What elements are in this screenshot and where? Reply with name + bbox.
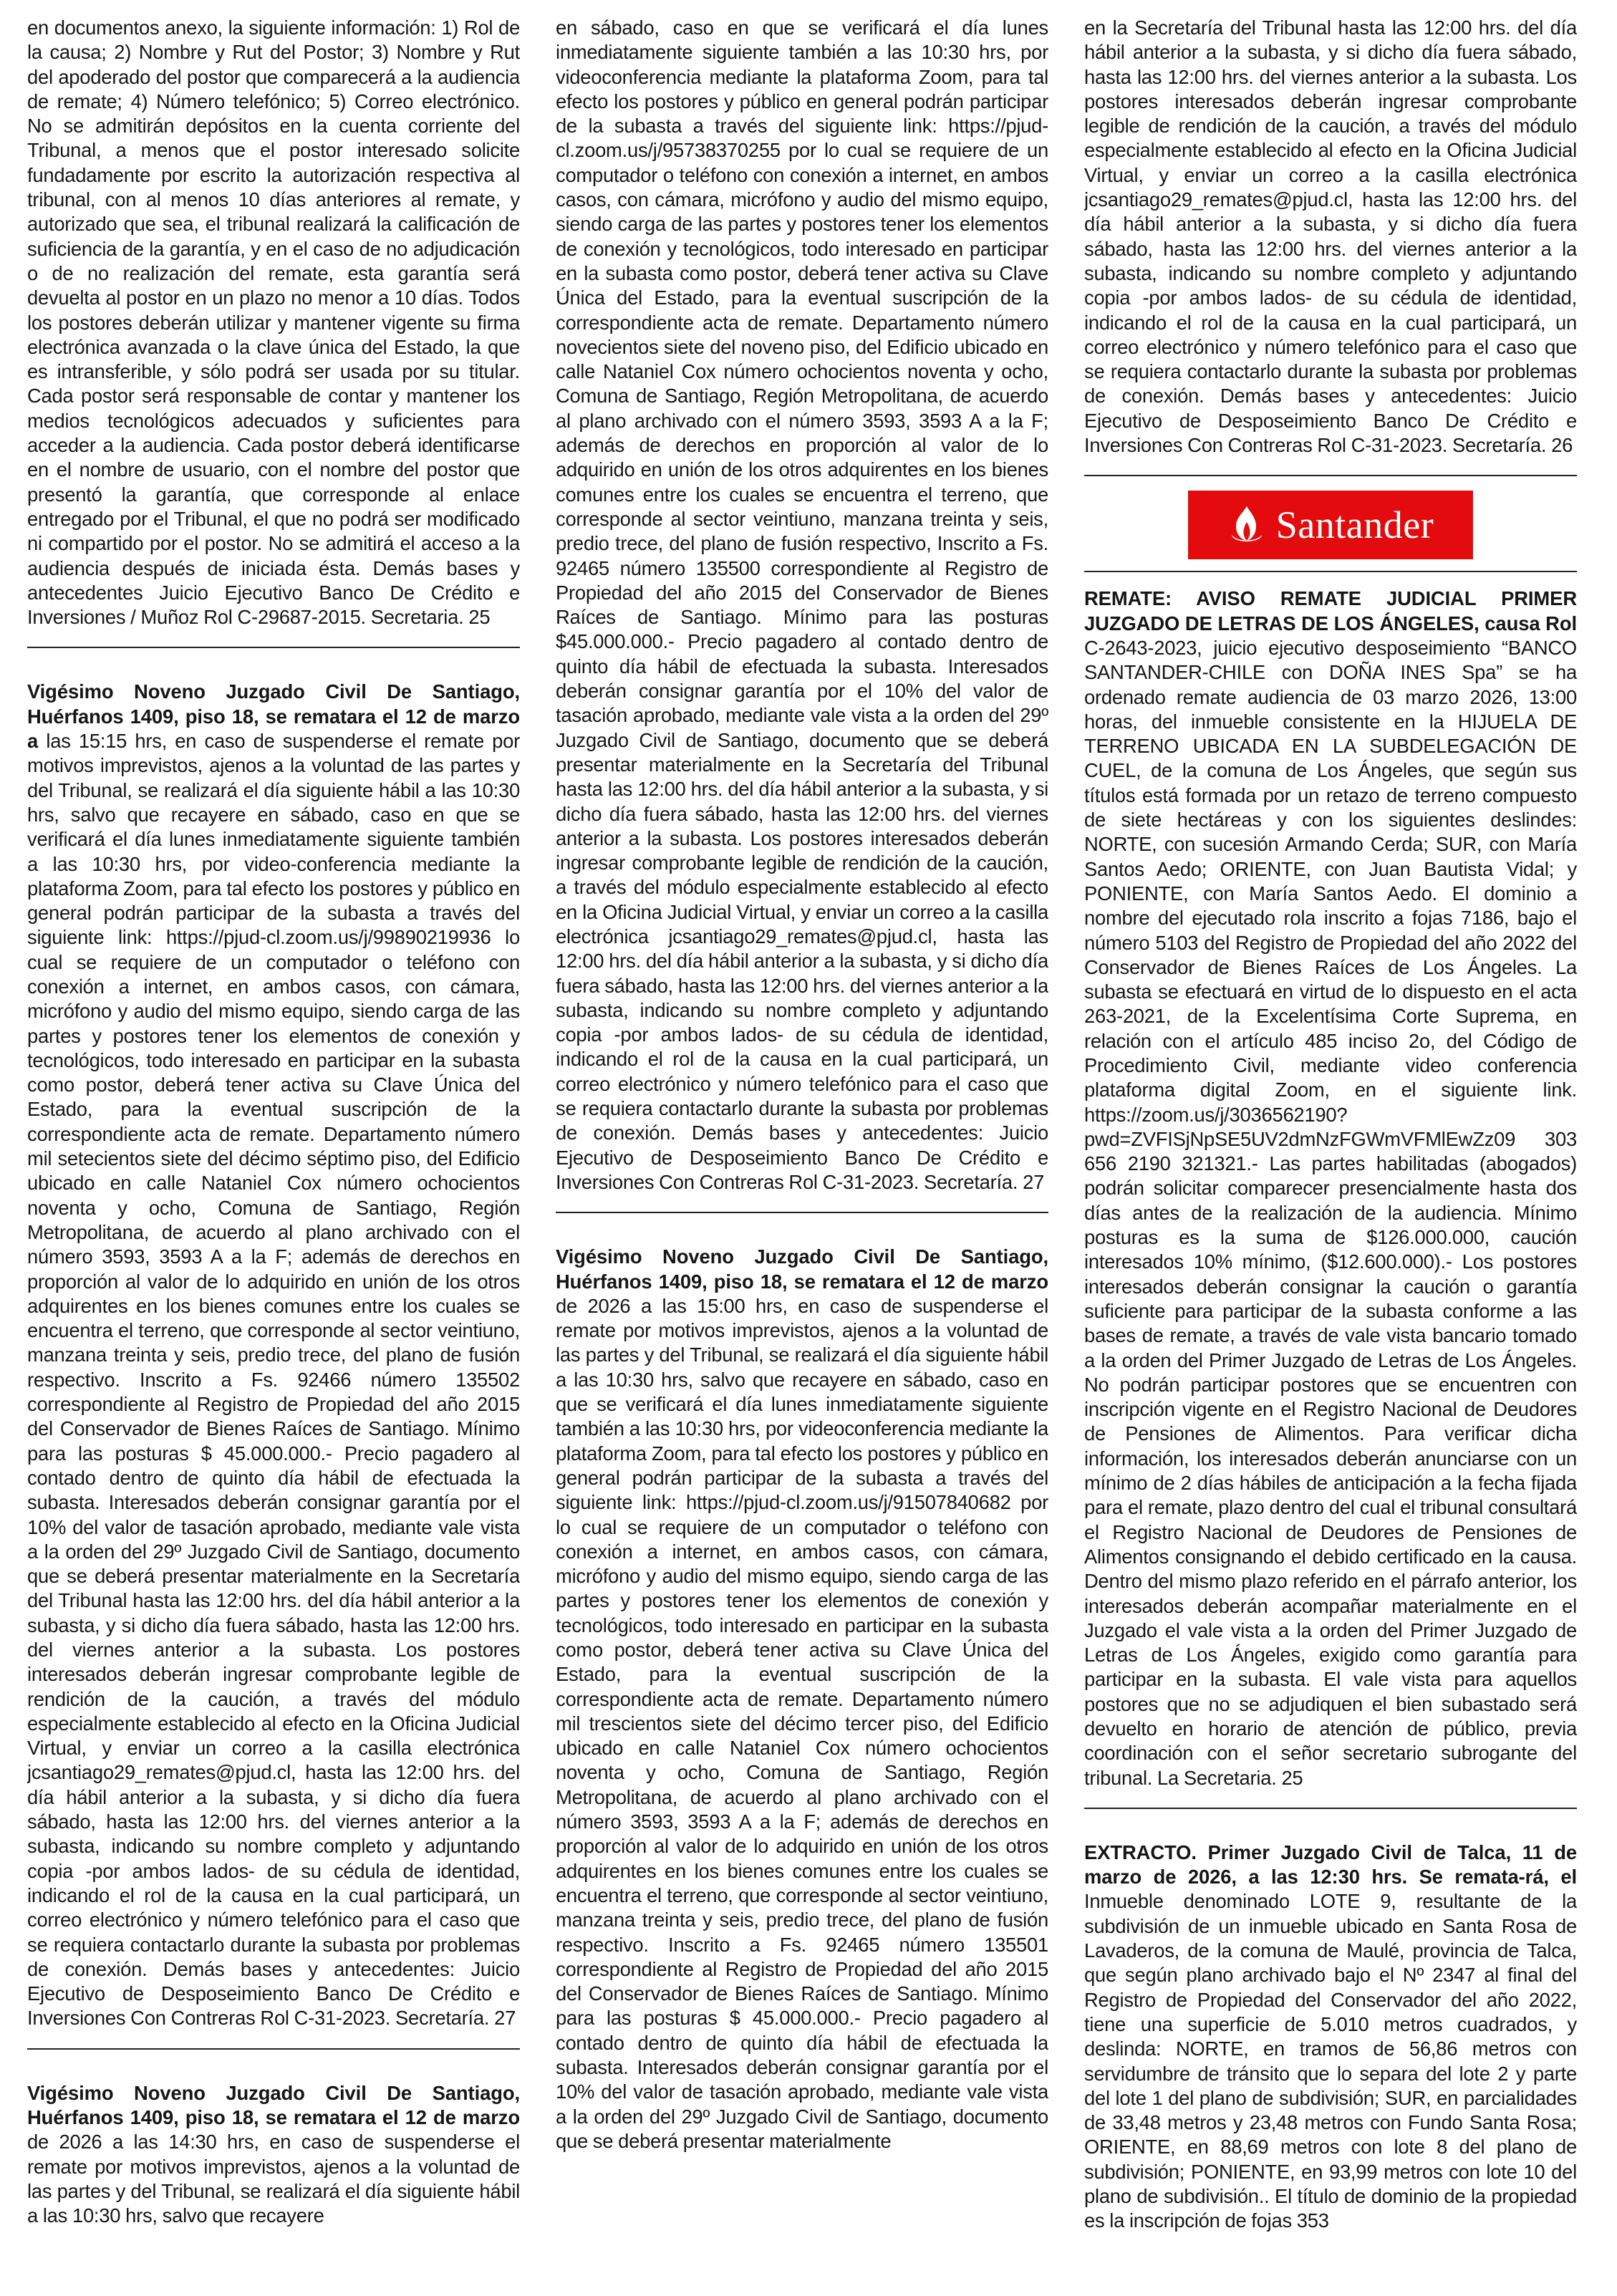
notice: [27, 2081, 520, 2237]
divider: [1084, 571, 1577, 572]
notice-continued-text: en la Secretaría del Tribunal hasta las 12:00 hrs. del día hábil anterior a la subasta, y si dicho día fuera sábado, hasta las 12:00 hrs. del viernes anterior a la subasta. Los postores interesados deberán ingresar comprobante legible de rendición de la caución, a través del módulo especialmente establecido al efecto en la Oficina Judicial Virtual, y enviar un correo a la casilla electrónica jcsantiago29_remates@pjud.cl, hasta las 12:00 hrs. del día hábil anterior a la subasta, y si dicho día fuera sábado, hasta las 12:00 hrs. del viernes anterior a la subasta, indicando su nombre completo y adjuntando copia -por ambos lados- de su cédula de identidad, indicando el rol de la causa en la cual participará, un correo electrónico y número telefónico para el caso que se requiera contactarlo durante la subasta por problemas de conexión. Demás bases y antecedentes: Juicio Ejecutivo de Desposeimiento Banco De Crédito e Inversiones Con Contreras Rol C-31-2023. Secretaría. 26: [1084, 16, 1577, 457]
column-1: [27, 16, 520, 2290]
column-3: [1084, 16, 1577, 2290]
flame-icon: [1227, 503, 1266, 546]
notice-heading: REMATE: AVISO REMATE JUDICIAL PRIMER JUZGADO DE LETRAS DE LOS ÁNGELES, causa Rol: [1084, 587, 1577, 635]
notice-body: las 15:15 hrs, en caso de suspenderse el remate por motivos imprevistos, ajenos a la voluntad de las partes y del Tribunal, se realizará el día siguiente hábil a las 10:30 hrs, salvo que recayere en sábado, caso en que se verificará el día lunes inmediatamente siguiente también a las 10:30 hrs, por video-conferencia mediante la plataforma Zoom, para tal efecto los postores y público en general podrán participar de la subasta a través del siguiente link: https://pjud-cl.zoom.us/j/99890219936 lo cual se requiere de un computador o teléfono con conexión a internet, en ambos casos, con cámara, micrófono y audio del mismo equipo, siendo carga de las partes y postores tener los elementos de conexión y tecnológicos, todo interesado en participar en la subasta como postor, deberá tener activa su Clave Única del Estado, para la eventual suscripción de la correspondiente acta de remate. Departamento número mil setecientos siete del décimo séptimo piso, del Edificio ubicado en calle Nataniel Cox número ochocientos noventa y ocho, Comuna de Santiago, Región Metropolitana, de acuerdo al plano archivado con el número 3593, 3593 A a la F; además de derechos en proporción al valor de lo adquirido en unión de los otros adquirentes en los bienes comunes entre los cuales se encuentra el terreno, que corresponde al sector veintiuno, manzana treinta y seis, predio trece, del plano de fusión respectivo. Inscrito a Fs. 92466 número 135502 correspondiente al Registro de Propiedad del año 2015 del Conservador de Bienes Raíces de Santiago. Mínimo para las posturas $ 45.000.000.- Precio pagadero al contado dentro de quinto día hábil de efectuada la subasta. Interesados deberán consignar garantía por el 10% del valor de tasación aprobado, mediante vale vista a la orden del 29º Juzgado Civil de Santiago, documento que se deberá presentar materialmente en la Secretaría del Tribunal hasta las 12:00 hrs. del día hábil anterior a la subasta, y si dicho día fuera sábado, hasta las 12:00 hrs. del viernes anterior a la subasta. Los postores interesados deberán ingresar comprobante legible de rendición de la caución, a través del módulo especialmente establecido al efecto en la Oficina Judicial Virtual, y enviar un correo a la casilla electrónica jcsantiago29_remates@pjud.cl, hasta las 12:00 hrs. del día hábil anterior a la subasta, y si dicho día fuera sábado, hasta las 12:00 hrs. del viernes anterior a la subasta, indicando su nombre completo y adjuntando copia -por ambos lados- de su cédula de identidad, indicando el rol de la causa en la cual participará, un correo electrónico y número telefónico para el caso que se requiera contactarlo durante la subasta por problemas de conexión. Demás bases y antecedentes: Juicio Ejecutivo de Desposeimiento Banco De Crédito e Inversiones Con Contreras Rol C-31-2023. Secretaría. 27: [27, 730, 520, 2030]
divider: [27, 647, 520, 648]
notice-continued-text: en sábado, caso en que se verificará el día lunes inmediatamente siguiente también a las 10:30 hrs, por videoconferencia mediante la plataforma Zoom, para tal efecto los postores y público en general podrán participar de la subasta a través del siguiente link: https://pjud-cl.zoom.us/j/95738370255 por lo cual se requiere de un computador o teléfono con conexión a internet, en ambos casos, con cámara, micrófono y audio del mismo equipo, siendo carga de las partes y postores tener los elementos de conexión y tecnológicos, todo interesado en participar en la subasta como postor, deberá tener activa su Clave Única del Estado, para la eventual suscripción de la correspondiente acta de remate. Departamento número novecientos siete del noveno piso, del Edificio ubicado en calle Nataniel Cox número ochocientos noventa y ocho, Comuna de Santiago, Región Metropolitana, de acuerdo al plano archivado con el número 3593, 3593 A a la F; además de derechos en proporción al valor de lo adquirido en unión de los otros adquirentes en los bienes comunes entre los cuales se encuentra el terreno, que corresponde al sector veintiuno, manzana treinta y seis, predio trece, del plano de fusión respectivo, Inscrito a Fs. 92465 número 135500 correspondiente al Registro de Propiedad del año 2015 del Conservador de Bienes Raíces de Santiago. Mínimo para las posturas $45.000.000.- Precio pagadero al contado dentro de quinto día hábil de efectuada la subasta. Interesados deberán consignar garantía por el 10% del valor de tasación aprobado, mediante vale vista a la orden del 29º Juzgado Civil de Santiago, documento que se deberá presentar materialmente en la Secretaría del Tribunal hasta las 12:00 hrs. del día hábil anterior a la subasta, y si dicho día fuera sábado, hasta las 12:00 hrs. del viernes anterior a la subasta. Los postores interesados deberán ingresar comprobante legible de rendición de la caución, a través del módulo especialmente establecido al efecto en la Oficina Judicial Virtual, y enviar un correo a la casilla electrónica jcsantiago29_remates@pjud.cl, hasta las 12:00 hrs. del día hábil anterior a la subasta, y si dicho día fuera sábado, hasta las 12:00 hrs. del viernes anterior a la subasta, indicando su nombre completo y adjuntando copia -por ambos lados- de su cédula de identidad, indicando el rol de la causa en la cual participará, un correo electrónico y número telefónico para el caso que se requiera contactarlo durante la subasta por problemas de conexión. Demás bases y antecedentes: Juicio Ejecutivo de Desposeimiento Banco De Crédito e Inversiones Con Contreras Rol C-31-2023. Secretaría. 27: [556, 16, 1048, 1193]
notice: [27, 680, 520, 2039]
divider: [1084, 475, 1577, 476]
notice-heading: Vigésimo Noveno Juzgado Civil De Santiago, Huérfanos 1409, piso 18, se rematara el 12 de marzo: [27, 2081, 520, 2129]
notice-body: de 2026 a las 15:00 hrs, en caso de suspenderse el remate por motivos imprevistos, ajenos a la voluntad de las partes y del Tribunal, se realizará el día siguiente hábil a las 10:30 hrs, salvo que recayere en sábado, caso en que se verificará el día lunes inmediatamente siguiente también a las 10:30 hrs, por videoconferencia mediante la plataforma Zoom, para tal efecto los postores y público en general podrán participar de la subasta a través del siguiente link: https://pjud-cl.zoom.us/j/91507840682 por lo cual se requiere de un computador o teléfono con conexión a internet, en ambos casos, con cámara, micrófono y audio del mismo equipo, siendo carga de las partes y postores tener los elementos de conexión y tecnológicos, todo interesado en participar en la subasta como postor, deberá tener activa su Clave Única del Estado, para la eventual suscripción de la correspondiente acta de remate. Departamento número mil trescientos siete del décimo tercer piso, del Edificio ubicado en calle Nataniel Cox número ochocientos noventa y ocho, Comuna de Santiago, Región Metropolitana, de acuerdo al plano archivado con el número 3593, 3593 A a la F; además de derechos en proporción al valor de lo adquirido en unión de los otros adquirentes en los bienes comunes entre los cuales se encuentra el terreno, que corresponde al sector veintiuno, manzana treinta y seis, predio trece, del plano de fusión respectivo. Inscrito a Fs. 92465 número 135501 correspondiente al Registro de Propiedad del año 2015 del Conservador de Bienes Raíces de Santiago. Mínimo para las posturas $ 45.000.000.- Precio pagadero al contado dentro de quinto día hábil de efectuada la subasta. Interesados deberán consignar garantía por el 10% del valor de tasación aprobado, mediante vale vista a la orden del 29º Juzgado Civil de Santiago, documento que se deberá presentar materialmente: [556, 1294, 1048, 2152]
notice-continued-text: en documentos anexo, la siguiente información: 1) Rol de la causa; 2) Nombre y Rut del Postor; 3) Nombre y Rut del apoderado del postor que comparecerá a la audiencia de remate; 4) Número telefónico; 5) Correo electrónico. No se admitirán depósitos en la cuenta corriente del Tribunal, a menos que el postor interesado solicite fundadamente por escrito la autorización respectiva al tribunal, con al menos 10 días anteriores al remate, y autorizado que sea, el tribunal realizará la calificación de suficiencia de la garantía, y en el caso de no adjudicación o de no realización del remate, esta garantía será devuelta al postor en un plazo no menor a 10 días. Todos los postores deberán utilizar y mantener vigente su firma electrónica avanzada o la clave única del Estado, la que es intransferible, y sólo podrá ser usada por su titular. Cada postor será responsable de contar y mantener los medios tecnológicos adecuados y suficientes para acceder a la audiencia. Cada postor deberá identificarse en el nombre de usuario, con el nombre del postor que presentó la garantía, que corresponde al enlace entregado por el Tribunal, el que no podrá ser modificado ni compartido por el postor. No se admitirá el acceso a la audiencia después de iniciada ésta. Demás bases y antecedentes Juicio Ejecutivo Banco De Crédito e Inversiones / Muñoz Rol C-29687-2015. Secretaria. 25: [27, 16, 520, 629]
notice: [1084, 1841, 1577, 2242]
notice-heading: Vigésimo Noveno Juzgado Civil De Santiago, Huérfanos 1409, piso 18, se rematara el 12 de marzo: [556, 1245, 1048, 1293]
column-2: [556, 16, 1048, 2290]
notice: [556, 1245, 1048, 2162]
notice: [1084, 587, 1577, 1799]
divider: [1084, 1808, 1577, 1809]
santander-logo: [1084, 491, 1577, 559]
notice-body: de 2026 a las 14:30 hrs, en caso de suspenderse el remate por motivos imprevistos, ajenos a la voluntad de las partes y del Tribunal, se realizará el día siguiente hábil a las 10:30 hrs, salvo que recayere: [27, 2131, 520, 2227]
divider: [556, 1212, 1048, 1213]
logo-badge: [1188, 491, 1473, 559]
notice-heading: Vigésimo Noveno Juzgado Civil De Santiago, Huérfanos 1409, piso 18, se rematara el 12 de marzo a: [27, 680, 520, 753]
logo-text: Santander: [1275, 503, 1434, 547]
notice-body: C-2643-2023, juicio ejecutivo desposeimiento “BANCO SANTANDER-CHILE con DOÑA INES Spa” se ha ordenado remate audiencia de 03 marzo 2026, 13:00 horas, del inmueble consistente en la HIJUELA DE TERRENO UBICADA EN LA SUBDELEGACIÓN DE CUEL, de la comuna de Los Ángeles, que según sus títulos está formada por un retazo de terreno compuesto de siete hectáreas y con los siguientes deslindes: NORTE, con sucesión Armando Cerda; SUR, con María Santos Aedo; ORIENTE, con Juan Bautista Vidal; y PONIENTE, con María Santos Aedo. El dominio a nombre del ejecutado rola inscrito a fojas 7186, bajo el número 5103 del Registro de Propiedad del año 2022 del Conservador de Bienes Raíces de Los Ángeles. La subasta se efectuará en virtud de lo dispuesto en el acta 263-2021, de la Excelentísima Corte Suprema, en relación con el artículo 485 inciso 2o, del Código de Procedimiento Civil, mediante video conferencia plataforma digital Zoom, en el siguiente link. https://zoom.us/j/3036562190?pwd=ZVFISjNpSE5UV2dmNzFGWmVFMlEwZz09 303 656 2190 321321.- Las partes habilitadas (abogados) podrán solicitar comparecer presencialmente hasta dos días antes de la realización de la audiencia. Mínimo posturas es la suma de $126.000.000, caución interesados 10% mínimo, ($12.600.000).- Los postores interesados deberán consignar la caución o garantía suficiente para participar de la subasta conforme a las bases de remate, a través de vale vista bancario tomado a la orden del Primer Juzgado de Letras de Los Ángeles. No podrán participar postores que se encuentren con inscripción vigente en el Registro Nacional de Deudores de Pensiones de Alimentos. Para verificar dicha información, los interesados deberán anunciarse con un mínimo de 2 días hábiles de anticipación a la fecha fijada para el remate, plazo dentro del cual el tribunal consultará el Registro Nacional de Deudores de Pensiones de Alimentos consignando el debido certificado en la causa. Dentro del mismo plazo referido en el párrafo anterior, los interesados deberán acompañar materialmente en el Juzgado el vale vista a la orden del Primer Juzgado de Letras de Los Ángeles, exigido como garantía para participar en la subasta. El vale vista para aquellos postores que no se adjudiquen el bien subastado será devuelto en horario de atención de público, previa coordinación con el señor secretario subrogante del tribunal. La Secretaria. 25: [1084, 636, 1577, 1789]
divider: [27, 2048, 520, 2050]
notice-heading: EXTRACTO. Primer Juzgado Civil de Talca, 11 de marzo de 2026, a las 12:30 hrs. Se remata-rá, el: [1084, 1841, 1577, 1889]
notice-body: Inmueble denominado LOTE 9, resultante de la subdivisión de un inmueble ubicado en Santa Rosa de Lavaderos, de la comuna de Maulé, provincia de Talca, que según plano archivado bajo el Nº 2347 al final del Registro de Propiedad del Conservador del año 2022, tiene una superficie de 5.010 metros cuadrados, y deslinda: NORTE, en tramos de 56,86 metros con servidumbre de tránsito que lo separa del lote 2 y parte del lote 1 del plano de subdivisión; SUR, en parcialidades de 33,48 metros y 23,48 metros con Fundo Santa Rosa; ORIENTE, en 88,69 metros con lote 8 del plano de subdivisión; PONIENTE, en 93,99 metros con lote 10 del plano de subdivisión.. El título de dominio de la propiedad es la inscripción de fojas 353: [1084, 1890, 1577, 2232]
